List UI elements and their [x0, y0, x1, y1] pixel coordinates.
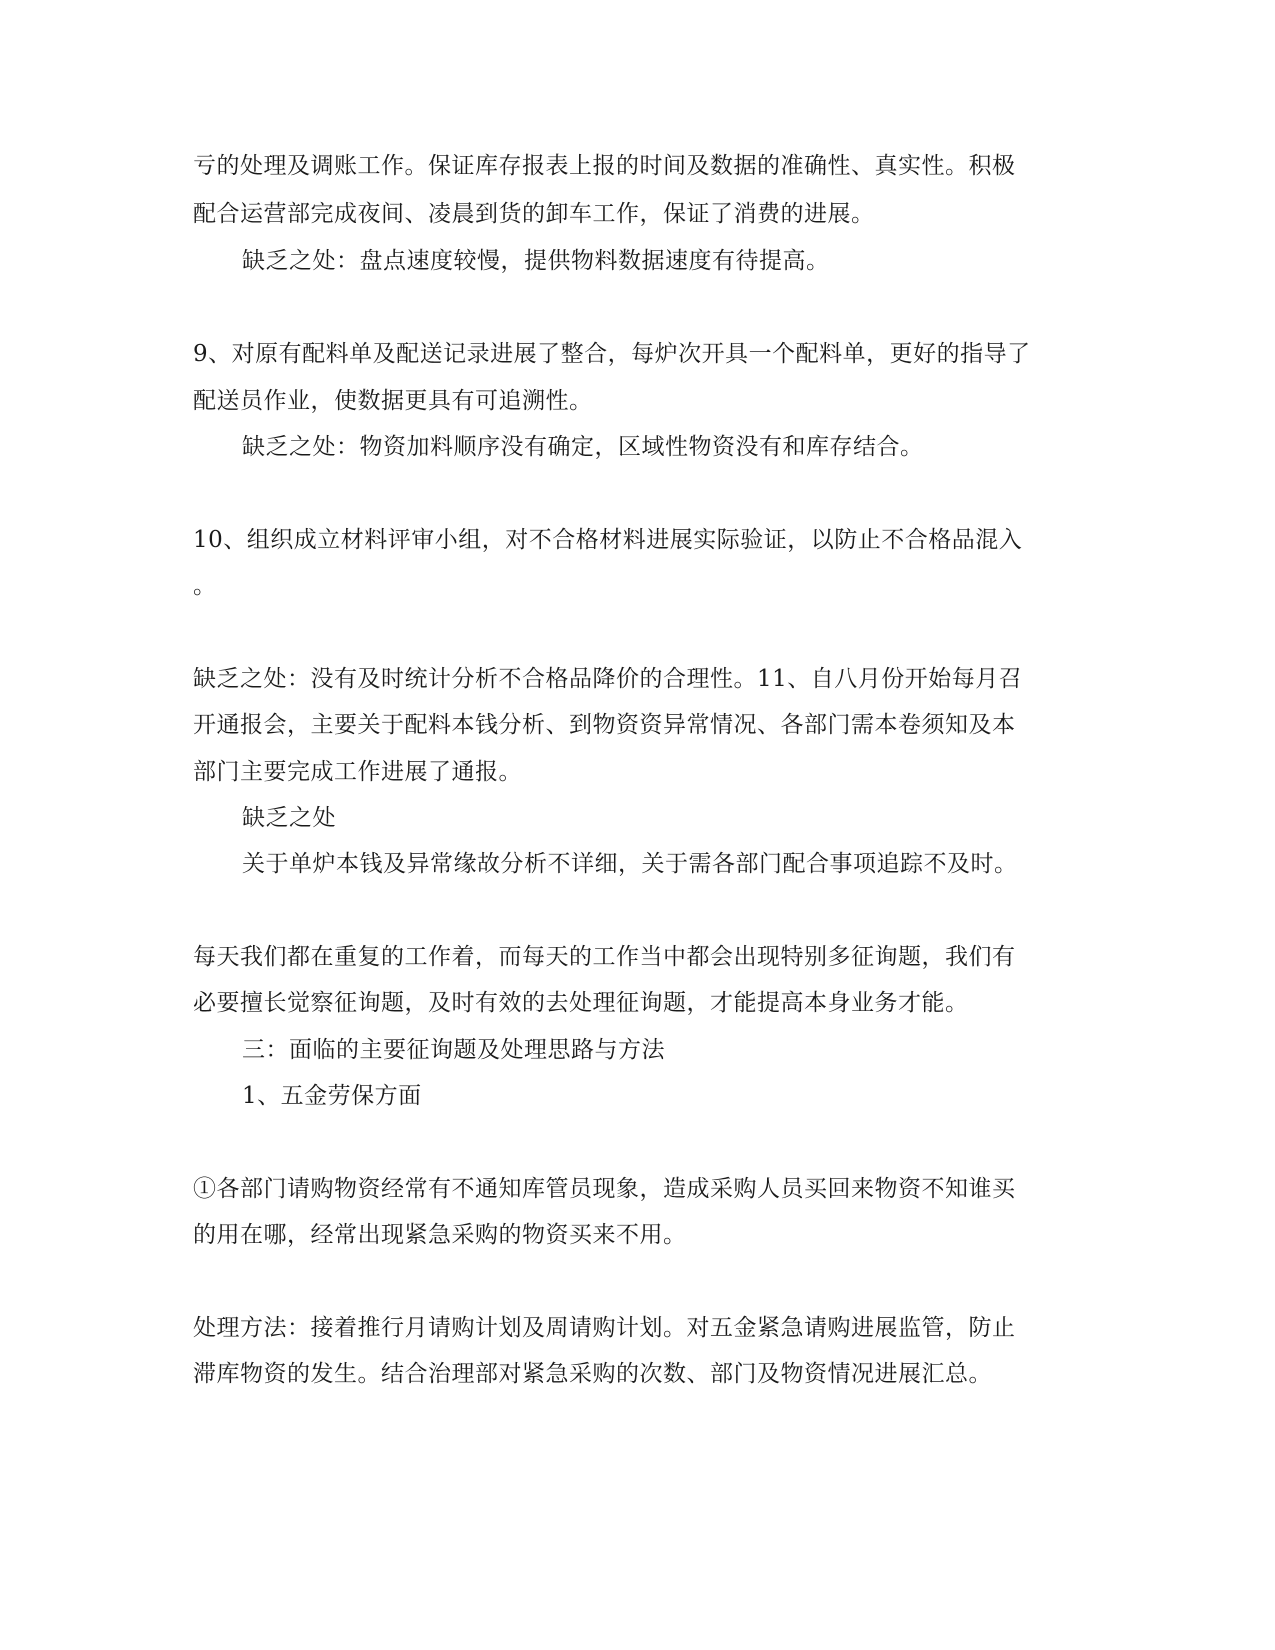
text-line: 关于单炉本钱及异常缘故分析不详细，关于需各部门配合事项追踪不及时。 [242, 851, 1018, 877]
text-line: 配合运营部完成夜间、凌晨到货的卸车工作，保证了消费的进展。 [193, 201, 875, 227]
text-line: 配送员作业，使数据更具有可追溯性。 [193, 388, 593, 414]
text-line: 亏的处理及调账工作。保证库存报表上报的时间及数据的准确性、真实性。积极 [193, 153, 1016, 179]
text-line: 每天我们都在重复的工作着，而每天的工作当中都会出现特别多征询题，我们有 [193, 944, 1016, 970]
text-line: 滞库物资的发生。结合治理部对紧急采购的次数、部门及物资情况进展汇总。 [193, 1361, 992, 1387]
text-line: 部门主要完成工作进展了通报。 [193, 759, 522, 785]
text-line: 10、组织成立材料评审小组，对不合格材料进展实际验证，以防止不合格品混入 [193, 527, 1023, 553]
text-line: 缺乏之处：物资加料顺序没有确定，区域性物资没有和库存结合。 [242, 434, 924, 460]
text-line: 缺乏之处 [242, 805, 336, 831]
text-line: 缺乏之处：盘点速度较慢，提供物料数据速度有待提高。 [242, 248, 830, 274]
text-line: 。 [193, 573, 217, 599]
text-line: 的用在哪，经常出现紧急采购的物资买来不用。 [193, 1222, 687, 1248]
text-line: 缺乏之处：没有及时统计分析不合格品降价的合理性。11、自八月份开始每月召 [193, 666, 1023, 692]
text-line: ①各部门请购物资经常有不通知库管员现象，造成采购人员买回来物资不知谁买 [193, 1176, 1016, 1202]
section-heading: 三：面临的主要征询题及处理思路与方法 [242, 1037, 665, 1063]
text-line: 处理方法：接着推行月请购计划及周请购计划。对五金紧急请购进展监管，防止 [193, 1315, 1016, 1341]
subsection-heading: 1、五金劳保方面 [242, 1083, 422, 1109]
text-line: 9、对原有配料单及配送记录进展了整合，每炉次开具一个配料单，更好的指导了 [193, 341, 1031, 367]
text-line: 必要擅长觉察征询题，及时有效的去处理征询题，才能提高本身业务才能。 [193, 990, 969, 1016]
text-line: 开通报会，主要关于配料本钱分析、到物资资异常情况、各部门需本卷须知及本 [193, 712, 1016, 738]
